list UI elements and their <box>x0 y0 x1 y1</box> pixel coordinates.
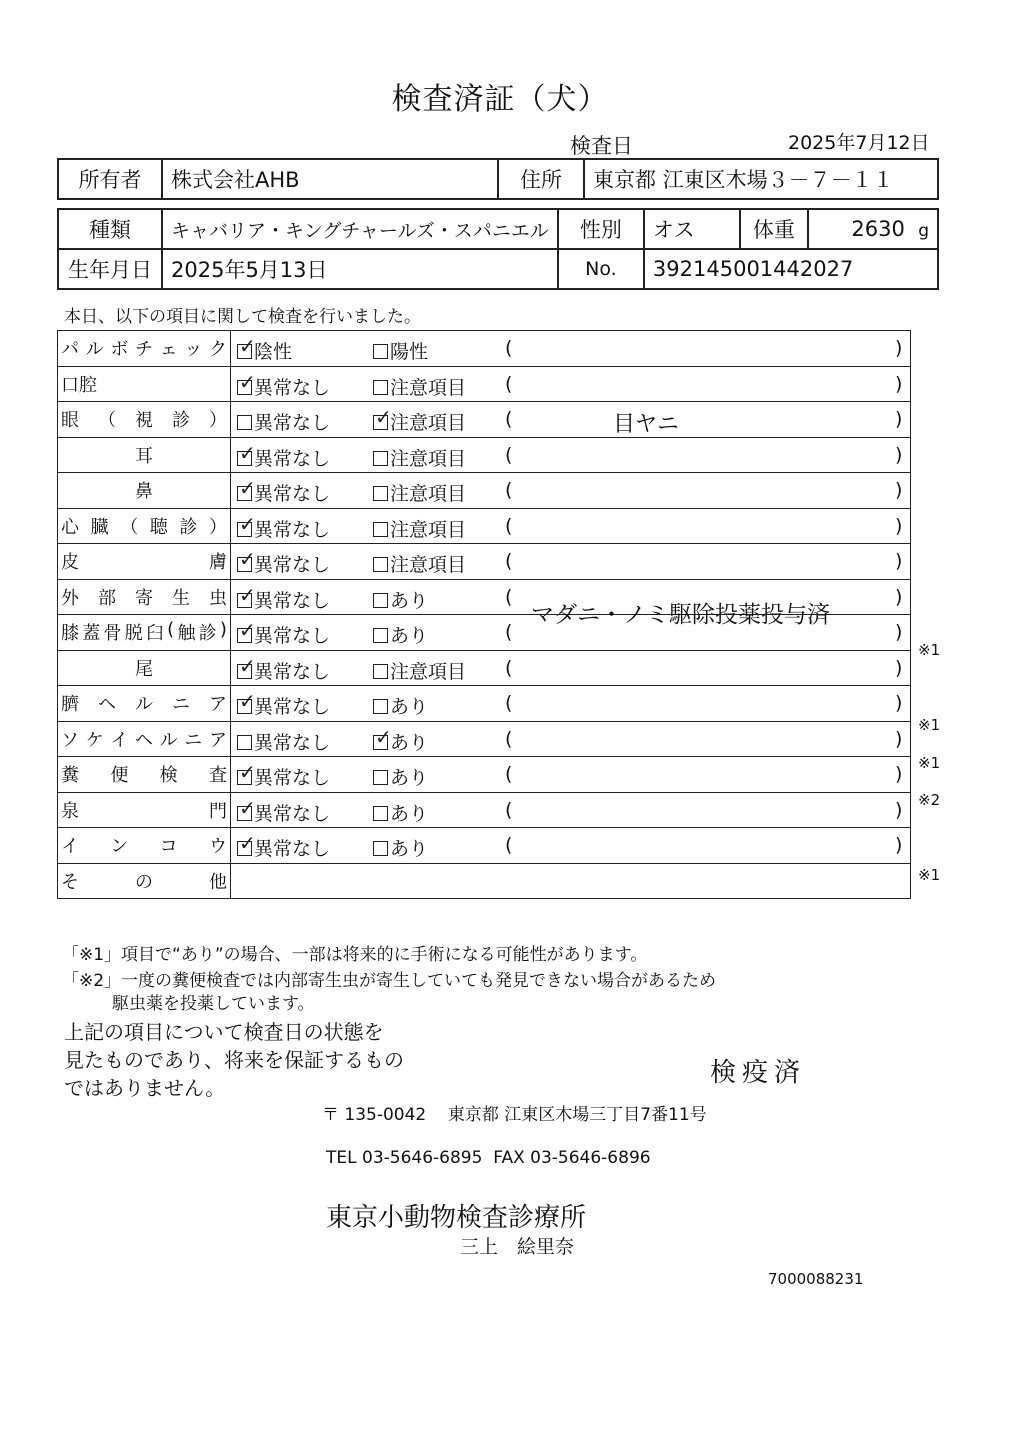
checkbox[interactable] <box>237 795 256 821</box>
checkbox[interactable] <box>237 582 256 608</box>
check-mark-icon: ✓ <box>239 334 256 358</box>
checkbox[interactable] <box>237 369 256 395</box>
check-option-2 <box>373 586 428 613</box>
check-mark-icon: ✓ <box>375 405 392 429</box>
check-item-cell <box>58 579 231 615</box>
check-row <box>58 615 911 651</box>
check-option-label: あり <box>390 838 429 860</box>
paren-close: ) <box>895 621 903 643</box>
check-options-cell <box>231 473 911 509</box>
check-mark-icon: ✓ <box>239 760 256 784</box>
check-item-cell <box>58 828 231 864</box>
check-mark-icon: ✓ <box>239 440 256 465</box>
check-item-cell <box>58 508 231 544</box>
check-mark-icon: ✓ <box>375 724 392 749</box>
paren-open: ( <box>505 479 513 501</box>
check-option-label: 異常なし <box>254 518 331 541</box>
check-item-label: 皮 膚 <box>61 552 227 574</box>
paren-close: ) <box>895 585 903 608</box>
weight-cell <box>808 209 938 249</box>
check-option-label: あり <box>390 625 429 647</box>
check-item-label: 鼻 <box>135 481 153 503</box>
paren-open: ( <box>505 514 513 537</box>
check-option-2 <box>373 550 466 577</box>
check-option-label: 注意項目 <box>390 518 467 541</box>
clinic-name: 東京小動物検査診療所 <box>326 1203 587 1233</box>
check-option-1 <box>237 511 331 542</box>
check-option-2 <box>373 405 467 435</box>
paren-open: ( <box>505 834 513 856</box>
check-option-2 <box>373 657 466 684</box>
checkbox[interactable] <box>237 760 256 785</box>
check-row <box>58 402 911 438</box>
inspection-date-label: 検査日 <box>570 134 633 158</box>
clinic-tel: TEL 03-5646-6895 <box>326 1148 483 1168</box>
checkbox[interactable] <box>237 334 256 359</box>
clinic-contact <box>326 1148 651 1168</box>
check-item-cell <box>58 437 231 473</box>
clinic-person: 三上 絵里奈 <box>460 1236 575 1258</box>
check-mark-icon: ✓ <box>239 831 256 855</box>
clinic-address <box>322 1100 707 1125</box>
check-row <box>58 473 911 509</box>
address-value: 東京都 江東区木場３－７－１１ <box>584 159 938 199</box>
footnote-2-line2: 駆虫薬を投薬しています。 <box>112 994 315 1014</box>
check-item-label: 膝 蓋 骨 脱 臼 ( 触 診 ) <box>61 619 227 645</box>
address-label: 住所 <box>498 159 584 199</box>
check-options-cell <box>231 437 911 473</box>
check-option-label: 注意項目 <box>390 412 467 434</box>
check-option-2 <box>373 479 466 506</box>
check-item-label: 心 臓 （ 聴 診 ） <box>61 516 227 538</box>
footnote-1: 「※1」項目で“あり”の場合、一部は将来的に手術になる可能性があります。 <box>62 945 648 965</box>
disclaimer <box>64 1018 444 1102</box>
check-note: 目ヤニ <box>613 412 680 437</box>
breed-label: 種類 <box>58 209 162 249</box>
check-item-cell <box>58 366 231 402</box>
clinic-fax: FAX 03-5646-6896 <box>493 1148 651 1168</box>
check-item-label: イ ン コ ウ <box>61 836 227 858</box>
check-option-label: 注意項目 <box>390 447 467 470</box>
checkbox[interactable] <box>237 689 256 714</box>
clinic-postal: 〒 135-0042 <box>322 1105 427 1125</box>
paren-close: ) <box>895 763 903 785</box>
check-option-label: 注意項目 <box>390 660 467 683</box>
check-option-2 <box>373 724 429 755</box>
paren-close: ) <box>895 443 903 466</box>
check-option-1 <box>237 547 331 577</box>
checkbox[interactable] <box>237 547 256 572</box>
checkbox[interactable] <box>373 593 388 608</box>
checkbox[interactable] <box>373 522 388 537</box>
footnote-mark: ※1 <box>918 640 941 659</box>
check-mark-icon: ✓ <box>239 369 256 394</box>
check-row <box>58 721 911 757</box>
paren-close: ) <box>895 408 903 430</box>
check-row <box>58 686 911 722</box>
footnote-mark: ※1 <box>918 866 941 885</box>
check-option-label: 異常なし <box>254 660 331 683</box>
check-row <box>58 508 911 544</box>
check-option-1 <box>237 408 330 435</box>
checkbox[interactable] <box>373 841 388 856</box>
check-item-cell <box>58 650 231 686</box>
footnote-mark: ※1 <box>918 716 941 734</box>
check-mark-icon: ✓ <box>239 476 256 500</box>
check-option-2 <box>373 337 428 364</box>
paren-open: ( <box>505 798 513 821</box>
check-option-label: 異常なし <box>254 412 331 434</box>
no-label: No. <box>558 249 644 289</box>
paren-open: ( <box>505 550 513 572</box>
check-mark-icon: ✓ <box>239 511 256 536</box>
checkbox[interactable] <box>373 699 388 714</box>
checkbox[interactable] <box>373 628 388 643</box>
check-option-1 <box>237 440 331 471</box>
inspection-date-value: 2025年7月12日 <box>788 132 930 154</box>
check-option-label: あり <box>390 589 429 612</box>
paren-close: ) <box>895 692 903 714</box>
check-item-label: 口腔 <box>61 374 97 396</box>
birth-label: 生年月日 <box>58 249 162 289</box>
check-options-cell <box>231 508 911 544</box>
check-item-label: 耳 <box>135 445 153 467</box>
disclaimer-line-2: 見たものであり、将来を保証するもの <box>64 1048 404 1072</box>
check-option-label: 異常なし <box>254 767 331 789</box>
check-option-label: 注意項目 <box>390 376 467 399</box>
footnote-mark: ※1 <box>918 753 941 772</box>
paren-close: ) <box>895 656 903 679</box>
check-row <box>58 579 911 615</box>
check-mark-icon: ✓ <box>239 582 256 607</box>
check-options-cell <box>231 579 911 628</box>
other-label: そ の 他 <box>61 871 227 893</box>
weight-value: 2630 <box>851 217 905 241</box>
owner-value: 株式会社AHB <box>162 159 498 199</box>
footnote-2-line1: 「※2」一度の糞便検査では内部寄生虫が寄生していても発見できない場合があるため <box>62 971 717 991</box>
disclaimer-line-3: ではありません。 <box>64 1076 226 1100</box>
paren-open: ( <box>505 337 513 359</box>
checkbox[interactable] <box>373 724 392 750</box>
check-options-cell <box>231 402 911 438</box>
paren-close: ) <box>895 337 903 359</box>
check-option-label: あり <box>390 731 429 754</box>
check-option-2 <box>373 692 428 719</box>
check-item-label: 尾 <box>135 658 153 680</box>
owner-label: 所有者 <box>58 159 162 199</box>
check-option-label: 陰性 <box>254 341 293 363</box>
check-options-cell <box>231 650 911 686</box>
checkbox[interactable] <box>373 344 388 359</box>
checkbox[interactable] <box>373 486 388 501</box>
checkbox[interactable] <box>237 618 256 643</box>
check-option-1 <box>237 369 331 400</box>
checkbox[interactable] <box>373 770 388 785</box>
check-options-cell <box>231 366 911 402</box>
check-option-1 <box>237 653 331 684</box>
check-item-label: パ ル ボ チ ェ ッ ク <box>61 339 227 361</box>
checkbox[interactable] <box>237 440 256 466</box>
check-option-1 <box>237 618 331 648</box>
check-option-label: 注意項目 <box>390 483 467 505</box>
clinic-street: 東京都 江東区木場三丁目7番11号 <box>447 1105 707 1125</box>
checkbox[interactable] <box>373 557 388 572</box>
check-option-1 <box>237 689 331 719</box>
paren-open: ( <box>505 621 513 643</box>
check-row <box>58 650 911 686</box>
paren-open: ( <box>505 763 513 785</box>
paren-open: ( <box>505 408 513 430</box>
check-option-2 <box>373 763 428 790</box>
check-option-2 <box>373 834 428 861</box>
check-option-label: 異常なし <box>254 447 331 470</box>
paren-open: ( <box>505 656 513 679</box>
check-option-1 <box>237 728 330 755</box>
intro-text: 本日、以下の項目に関して検査を行いました。 <box>64 307 421 327</box>
checkbox[interactable] <box>237 415 252 430</box>
check-item-cell <box>58 473 231 509</box>
check-item-label: 泉 門 <box>61 800 227 822</box>
check-item-label: 臍 ヘ ル ニ ア <box>61 694 227 716</box>
checkbox[interactable] <box>237 476 256 501</box>
check-options-cell <box>231 828 911 864</box>
checkbox[interactable] <box>373 405 392 430</box>
check-table <box>57 330 911 899</box>
check-row <box>58 792 911 828</box>
check-mark-icon: ✓ <box>239 618 256 642</box>
weight-unit: g <box>918 221 929 241</box>
sex-label: 性別 <box>558 209 644 249</box>
check-option-1 <box>237 476 331 506</box>
check-item-label: 糞 便 検 査 <box>61 765 227 787</box>
check-option-label: 陽性 <box>390 341 429 363</box>
check-option-label: 異常なし <box>254 838 331 860</box>
check-option-1 <box>237 760 331 790</box>
serial-number: 7000088231 <box>768 1270 864 1288</box>
check-option-label: あり <box>390 767 429 789</box>
check-item-cell <box>58 686 231 722</box>
check-option-label: 異常なし <box>254 696 331 718</box>
check-item-cell <box>58 402 231 438</box>
check-row <box>58 331 911 367</box>
paren-close: ) <box>895 514 903 537</box>
pet-table <box>57 208 939 290</box>
check-row <box>58 828 911 864</box>
check-options-cell <box>231 686 911 722</box>
check-mark-icon: ✓ <box>239 689 256 713</box>
check-option-2 <box>373 799 428 826</box>
checkbox[interactable] <box>373 451 388 466</box>
checkbox[interactable] <box>237 831 256 856</box>
check-option-label: あり <box>390 696 429 718</box>
paren-open: ( <box>505 692 513 714</box>
paren-close: ) <box>895 834 903 856</box>
check-item-cell <box>58 721 231 757</box>
check-option-2 <box>373 444 466 471</box>
checkbox[interactable] <box>373 806 388 821</box>
check-options-cell <box>231 721 911 757</box>
check-option-1 <box>237 582 331 613</box>
quarantine-stamp: 検疫済 <box>710 1058 807 1088</box>
paren-close: ) <box>895 550 903 572</box>
check-option-label: あり <box>390 802 429 825</box>
check-option-label: 異常なし <box>254 802 331 825</box>
check-options-cell <box>231 544 911 580</box>
check-option-1 <box>237 831 331 861</box>
sex-value: オス <box>644 209 740 249</box>
paren-close: ) <box>895 479 903 501</box>
check-options-cell <box>231 792 911 828</box>
checkbox[interactable] <box>373 664 388 679</box>
check-item-cell <box>58 757 231 793</box>
check-item-label: 外 部 寄 生 虫 <box>61 587 227 609</box>
check-option-label: 異常なし <box>254 554 331 576</box>
no-value: 392145001442027 <box>644 249 938 289</box>
disclaimer-line-1: 上記の項目について検査日の状態を <box>64 1020 384 1044</box>
check-options-cell <box>231 757 911 793</box>
other-label-cell <box>58 863 231 899</box>
check-options-cell <box>231 615 911 651</box>
breed-value: キャバリア・キングチャールズ・スパニエル <box>162 209 558 249</box>
check-row <box>58 544 911 580</box>
owner-table <box>57 158 939 200</box>
check-option-1 <box>237 334 293 364</box>
check-option-label: 異常なし <box>254 731 331 754</box>
check-item-cell <box>58 331 231 367</box>
check-mark-icon: ✓ <box>239 653 256 678</box>
checkbox[interactable] <box>237 511 256 537</box>
check-option-2 <box>373 373 466 400</box>
paren-open: ( <box>505 727 513 750</box>
check-option-label: 異常なし <box>254 376 331 399</box>
paren-close: ) <box>895 372 903 395</box>
check-mark-icon: ✓ <box>239 795 256 820</box>
check-option-label: 異常なし <box>254 625 331 647</box>
check-row <box>58 437 911 473</box>
paren-open: ( <box>505 443 513 466</box>
check-option-label: 異常なし <box>254 483 331 505</box>
document-title: 検査済証（犬） <box>391 82 609 117</box>
check-item-label: ソ ケ イ ヘ ル ニ ア <box>61 729 227 751</box>
checkbox[interactable] <box>237 653 256 679</box>
check-row <box>58 757 911 793</box>
footnote-mark: ※2 <box>918 791 941 810</box>
check-note: マダニ・ノミ駆除投薬投与済 <box>531 601 830 628</box>
checkbox[interactable] <box>373 380 388 395</box>
check-item-cell <box>58 544 231 580</box>
birth-value: 2025年5月13日 <box>162 249 558 289</box>
checkbox[interactable] <box>237 735 252 750</box>
paren-close: ) <box>895 798 903 821</box>
check-item-cell <box>58 792 231 828</box>
other-value-cell <box>231 863 911 899</box>
paren-open: ( <box>505 372 513 395</box>
paren-close: ) <box>895 727 903 750</box>
check-option-2 <box>373 515 466 542</box>
check-row <box>58 366 911 402</box>
check-option-2 <box>373 621 428 648</box>
check-option-label: 異常なし <box>254 589 331 612</box>
check-item-cell <box>58 615 231 651</box>
check-options-cell <box>231 331 911 367</box>
weight-label: 体重 <box>740 209 808 249</box>
check-option-1 <box>237 795 331 826</box>
paren-open: ( <box>505 585 513 608</box>
check-item-label: 眼 （ 視 診 ） <box>61 410 227 432</box>
check-option-label: 注意項目 <box>390 554 467 576</box>
check-mark-icon: ✓ <box>239 547 256 571</box>
